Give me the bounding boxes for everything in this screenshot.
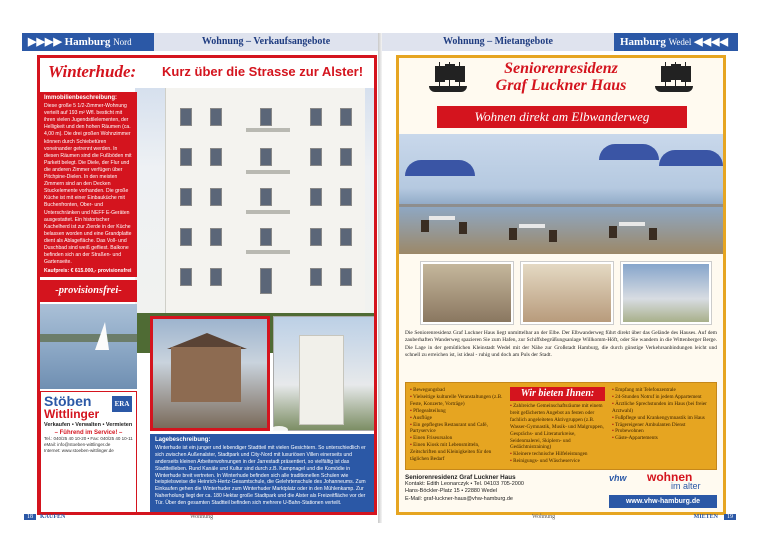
highrise-photo [273, 316, 374, 431]
agent-box [40, 391, 137, 512]
left-header-city [28, 35, 132, 48]
right-header-arrows: ◀◀◀◀ [694, 36, 728, 48]
intro-text: Die Seniorenresidenz Graf Luckner Haus liegt unmittelbar an der Elbe. Der Elbwanderweg führt direkt über das Gelände des Hauses. Auf dem zauberhaften Wanderweg spazieren Sie zum Hafen, zur Schiffsbegrüßungsanlage Willkomm-Höft, oder Sie wandern in die Wittenberger Berge. Die Lage in der gemütlichen Kleinstadt Wedel mit der Nähe zur Großstadt Hamburg, die durch günstige Verkehrsanbindungen leicht und schnell zu erreichen ist, ist ideal - ruhig und doch am Puls der Stadt. [405, 330, 717, 359]
offer-item: ▪ Ärztliche Sprechstunden im Haus (bei freier Arztwahl) [612, 401, 714, 415]
sailboat-icon [95, 322, 109, 350]
left-page-number: 18 [24, 514, 36, 520]
offer-item: ▪ Trägereigener Ambulanten Dienst [612, 422, 714, 429]
left-header-bar [22, 33, 378, 51]
location-heading: Lagebeschreibung: [155, 437, 211, 443]
property-description-heading: Immobilienbeschreibung: [44, 95, 118, 101]
left-footer [22, 513, 378, 523]
offer-item: ▪ Pflegeabteilung [410, 408, 506, 415]
beach-chair-photo [421, 262, 513, 324]
offer-item: ▪ Ausflüge [410, 415, 506, 422]
left-header-city-name: Hamburg [64, 36, 111, 48]
offer-item: ▪ Einen Friseursalon [410, 435, 506, 442]
left-footer-category: KAUFEN [40, 514, 66, 520]
slogan-banner: Wohnen direkt am Elbwanderweg [437, 106, 687, 128]
era-logo: ERA [112, 396, 132, 412]
offers-col-2 [510, 403, 606, 465]
offer-item: ▪ Kleinere technische Hilfeleistungen [510, 451, 606, 458]
vhw-website[interactable]: www.vhw-hamburg.de [609, 495, 717, 508]
brand-title [399, 60, 723, 94]
property-description-text: Diese große 5 1/2-Zimmer-Wohnung verteilt auf 193 m² Wfl. besticht mit ihren vielen Jugendstilelementen, der Helligkeit und den hohen Räumen (ca. 4,00 m). Die drei großen Wohnzimmer können durch Schiebetüren voneinander getrennt werden. In diesen Räumen sind die Fußböden mit Parkett belegt. Die Diele, der Flur und die anderen Zimmer verfügen über Pitchpine-Dielen. In den meisten Zimmern sind an den Decken Stuckelemente vorhanden. Die große Küche ist mit einer Einbauküche mit Buchenfronten, Ober- und Unterschränken und NEFF E-Geräten ausgestattet. Ein historischer Kachelherd ist zur Zierde in der Küche belassen worden und eine Grandplatte dient als Ablagefläche. Das Voll- und Duschbad sind weiß gefliest. Balkone befinden sich an der Straßen- und Gartenseite. [44, 103, 132, 266]
agent-services: Verkaufen • Verwalten • Vermieten [44, 422, 133, 428]
offer-item: ▪ Bewegungsbad [410, 387, 506, 394]
lake-photo [40, 304, 137, 389]
right-page-number: 19 [724, 514, 736, 520]
offer-item: ▪ Reinigungs- und Wäscheservice [510, 458, 606, 465]
swan-icon [270, 426, 288, 434]
left-ad-frame [37, 55, 377, 515]
residence-building-photo [621, 262, 711, 324]
location-description [150, 434, 374, 512]
vhw-logo-block [609, 471, 717, 511]
terrace-photo [399, 134, 723, 254]
offer-item: ▪ Ein gepflegtes Restaurant und Café, Partyservice [410, 422, 506, 436]
property-description [40, 92, 137, 277]
vhw-tagline-2: im alter [671, 481, 701, 491]
offers-col-3 [612, 387, 714, 442]
photo-strip [421, 262, 711, 324]
left-page [22, 33, 378, 523]
offer-item: ▪ Empfang mit Telefonzentrale [612, 387, 714, 394]
offers-heading: Wir bieten Ihnen: [510, 387, 605, 401]
right-footer-section: Wohnung [532, 514, 556, 520]
provision-banner: -provisionsfrei- [40, 280, 137, 302]
villa-photo [150, 316, 270, 431]
offers-col-1 [410, 387, 506, 463]
right-header-bar [382, 33, 738, 51]
contact-name: Seniorenresidenz Graf Luckner Haus [405, 474, 516, 481]
offer-item: ▪ Einen Kiosk mit Lebensmitteln, Zeitschriften und Kleinigkeiten für den täglichen Bedarf [410, 442, 506, 463]
right-header-district: Wedel [668, 37, 692, 47]
left-title: Winterhude: [48, 62, 137, 81]
left-subtitle: Kurz über die Strasse zur Alster! [158, 64, 367, 79]
offer-item: ▪ Vielseitige kulturelle Veranstaltungen (z.B. Feste, Konzerte, Vorträge) [410, 394, 506, 408]
left-header-district: Nord [113, 37, 132, 47]
right-footer-category: MIETEN [693, 514, 718, 520]
offer-item: ▪ Zahlreiche Gemeinschaftsräume mit einem breit gefächerten Angebot an festen oder fachlich angeleiteten Aktivgruppen (z.B. Wasser-Gymnastik, Musik- und Malgruppen, Gesprächs- und Literaturkreise, Seidenmalerei, Skiplern- und Gedächtnistraining) [510, 403, 606, 451]
left-footer-section: Wohnung [190, 514, 214, 520]
residents-photo [521, 262, 613, 324]
offers-box [405, 382, 717, 470]
contact-line-2: Hans-Böckler-Platz 15 • 22880 Wedel [405, 488, 498, 495]
agent-phone: Tel.: 040/25 40 10-20 • Fax: 040/25 40 10-11 [44, 436, 133, 441]
agent-email[interactable]: eMail: info@stoeben-wittlinger.de [44, 442, 111, 447]
offer-item: ▪ Gäste-Appartements [612, 435, 714, 442]
brand-line-1: Seniorenresidenz [504, 60, 618, 77]
building-photo [135, 88, 374, 353]
offer-item: ▪ Fußpflege und Krankengymnastik im Haus [612, 415, 714, 422]
price: Kaufpreis: € 615.000,- provisionsfrei [44, 268, 132, 275]
left-header-arrows: ▶▶▶▶ [28, 36, 62, 48]
right-header-city-name: Hamburg [620, 36, 666, 48]
agent-cta: – Führend im Service! – [54, 430, 123, 436]
right-page [382, 33, 738, 523]
right-ad-frame [396, 55, 726, 515]
agent-name-1: Stöben [44, 393, 92, 409]
offer-item: ▪ Probewohnen [612, 428, 714, 435]
location-text: Winterhude ist ein junger und lebendiger Stadtteil mit vielen Gesichtern. So unterschiedlich er sich zwischen Außenalster, Stadtpark und City-Nord mit luxuriösen Villen einerseits und anderseits kleinen Arbeiterwohnungen in der Jarrestadt präsentiert, so vielfältig ist das Stadtteilleben. Rund Kanäle und Kultur sind durch z.B. Kampnagel und die Komödie in Winterhude breit vertreten. In Winterhude befinden sich alle traditionellen Schulen wie beispielsweise die Heinrich-Hertz-Gesamtschule, die Gelehrtenschule des Johanneums. Zum Einkaufen gehen die Winterhuder zum Winterhuder Marktplatz oder in den Mühlenkamp. Zur Naherholung liegt der ca. 180 Hektar große Stadtpark und die Alster als Freizeitfläche vor der Tür. Über den gesamten Stadtteil befinden sich mehrere U-Bahn-Stationen verteilt. [155, 444, 366, 507]
brand-line-2: Graf Luckner Haus [495, 77, 627, 94]
contact-block [405, 474, 605, 512]
offer-item: ▪ 24-Stunden Notruf in jedem Appartement [612, 394, 714, 401]
right-header-section: Wohnung – Mietangebote [382, 33, 614, 51]
vhw-logo: vhw [609, 473, 627, 483]
left-header-section: Wohnung – Verkaufsangebote [154, 33, 378, 51]
contact-line-1: Kontakt: Edith Leonarczyk • Tel. 04103 705-2000 [405, 481, 524, 488]
agent-name-2: Wittlinger [44, 407, 100, 421]
vhw-tagline-1: wohnen [647, 470, 693, 484]
right-footer [382, 513, 738, 523]
contact-email[interactable]: E-Mail: graf-luckner-haus@vhw-hamburg.de [405, 495, 513, 502]
right-header-city [620, 35, 728, 48]
agent-web[interactable]: Internet: www.stoeben-wittlinger.de [44, 448, 114, 453]
